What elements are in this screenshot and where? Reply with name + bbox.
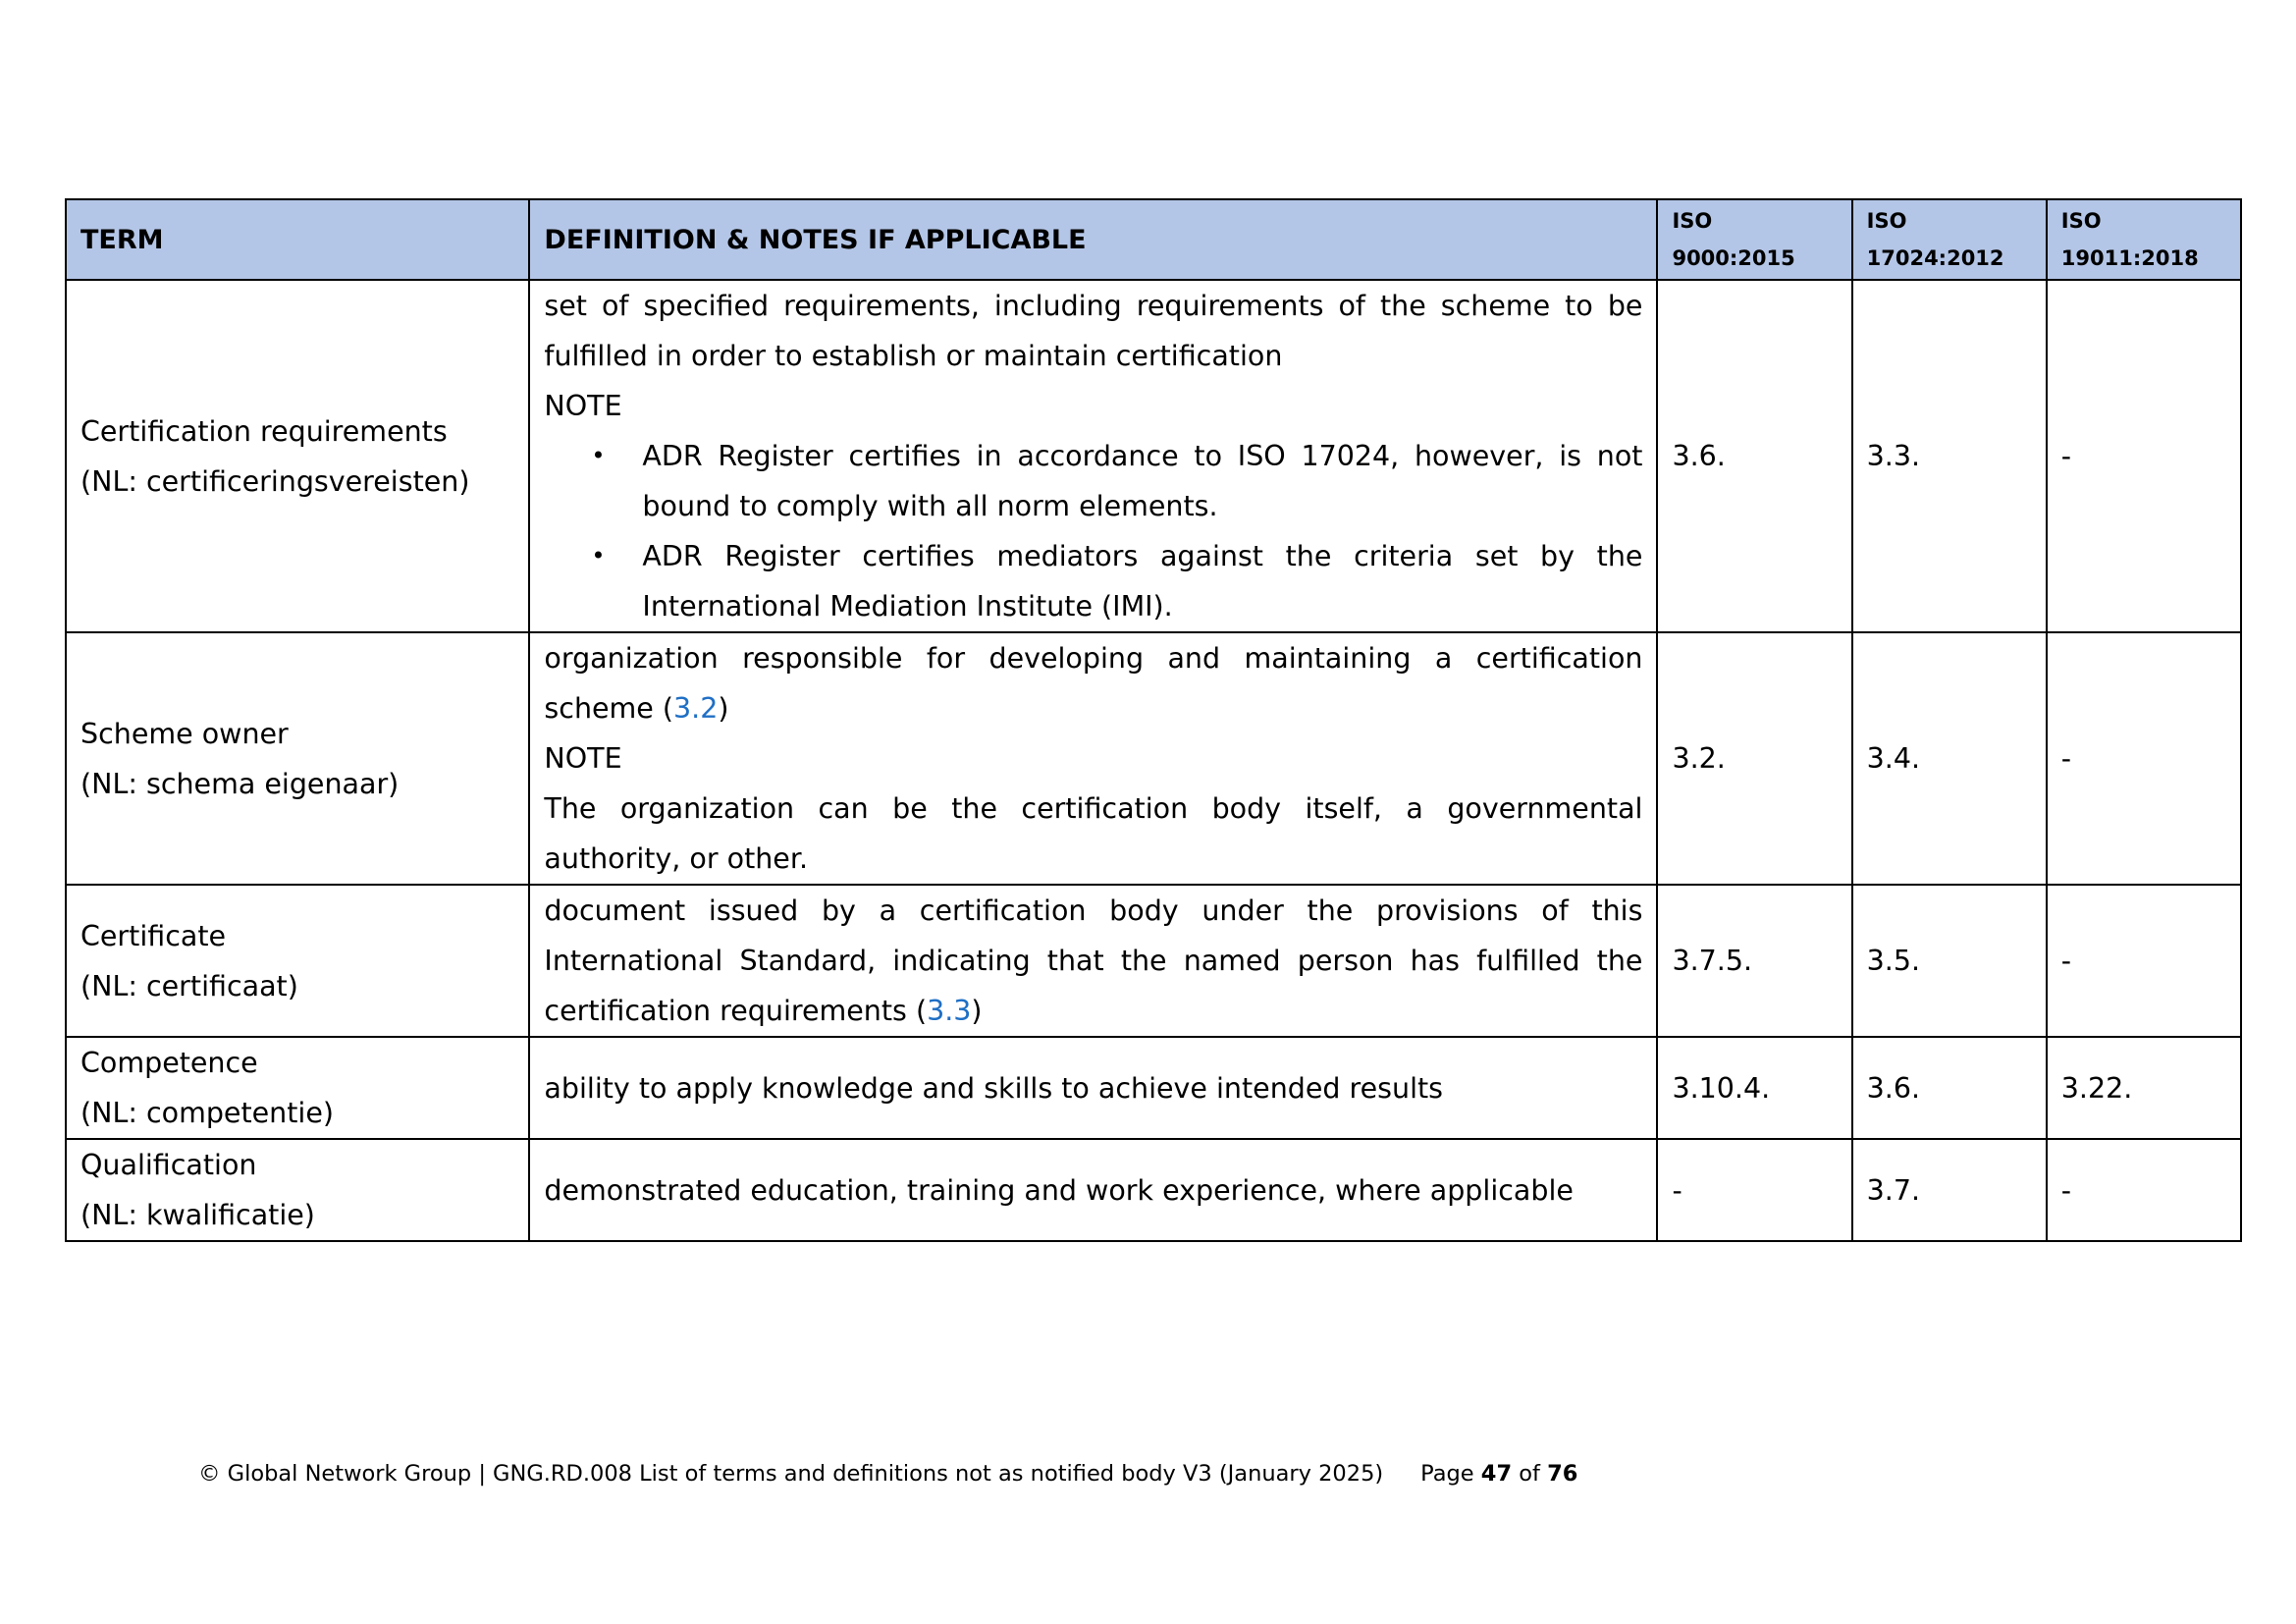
iso-19011-cell: -	[2047, 885, 2241, 1037]
note-label: NOTE	[544, 390, 622, 422]
term-nl: (NL: competentie)	[80, 1097, 334, 1129]
definition-cell	[529, 1139, 1657, 1241]
header-definition: DEFINITION & NOTES IF APPLICABLE	[529, 199, 1657, 280]
iso-17024-cell: 3.5.	[1852, 885, 2047, 1037]
definition-main: organization responsible for developing and maintaining a certification scheme	[544, 642, 1643, 725]
term-cell	[66, 1139, 529, 1241]
iso-9000-cell: 3.10.4.	[1657, 1037, 1851, 1139]
page-footer	[198, 1461, 1577, 1487]
definition-text: ability to apply knowledge and skills to achieve intended results	[544, 1071, 1444, 1105]
definition-cell	[529, 280, 1657, 632]
iso-17024-cell: 3.7.	[1852, 1139, 2047, 1241]
header-iso-19011-line1: ISO	[2060, 209, 2102, 233]
ref-link[interactable]: 3.2	[673, 692, 719, 725]
iso-19011-cell: -	[2047, 632, 2241, 885]
footer-text: © Global Network Group | GNG.RD.008 List of terms and definitions not as notified body V3 (January 2025)	[198, 1461, 1384, 1487]
iso-17024-cell: 3.6.	[1852, 1037, 2047, 1139]
header-iso-19011	[2047, 199, 2241, 280]
table-row	[66, 1037, 2241, 1139]
term-nl: (NL: kwalificatie)	[80, 1199, 315, 1231]
definition-main: document issued by a certification body under the provisions of this International Standard, indicating that the named person has fulfilled the certification requirements (	[544, 894, 1643, 1027]
paren-close: )	[971, 995, 983, 1027]
iso-17024-cell: 3.4.	[1852, 632, 2047, 885]
definition-text	[544, 633, 1642, 733]
table-row	[66, 632, 2241, 885]
iso-9000-cell: 3.6.	[1657, 280, 1851, 632]
term-name: Scheme owner	[80, 717, 289, 750]
definition-cell	[529, 632, 1657, 885]
table-header-row	[66, 199, 2241, 280]
iso-19011-cell: -	[2047, 280, 2241, 632]
bullet-icon: •	[591, 542, 606, 569]
page-label: Page	[1420, 1461, 1474, 1487]
iso-9000-cell: 3.2.	[1657, 632, 1851, 885]
list-item	[591, 531, 1643, 631]
header-term: TERM	[66, 199, 529, 280]
paren-open: (	[662, 692, 674, 725]
table-row	[66, 885, 2241, 1037]
term-cell	[66, 632, 529, 885]
header-iso-17024	[1852, 199, 2047, 280]
term-nl: (NL: certificaat)	[80, 969, 298, 1002]
definition-cell	[529, 1037, 1657, 1139]
definition-text: set of specified requirements, including requirements of the scheme to be fulfilled in order to establish or maintain certification	[544, 290, 1643, 372]
note-bullet-text: ADR Register certifies mediators against the criteria set by the International Mediation Institute (IMI).	[642, 540, 1643, 623]
note-text: The organization can be the certification body itself, a governmental authority, or other.	[544, 792, 1643, 875]
definition-text: demonstrated education, training and work experience, where applicable	[544, 1173, 1574, 1207]
bullet-icon: •	[591, 442, 606, 469]
header-iso-19011-line2: 19011:2018	[2060, 246, 2199, 270]
iso-9000-cell: 3.7.5.	[1657, 885, 1851, 1037]
table-row	[66, 280, 2241, 632]
header-iso-9000-line1: ISO	[1672, 209, 1713, 233]
paren-close: )	[718, 692, 729, 725]
page-current: 47	[1480, 1461, 1513, 1487]
definition-text	[544, 886, 1642, 1036]
ref-link[interactable]: 3.3	[927, 995, 972, 1027]
term-name: Competence	[80, 1047, 258, 1079]
iso-19011-cell: 3.22.	[2047, 1037, 2241, 1139]
term-name: Certification requirements	[80, 414, 448, 448]
term-name: Certificate	[80, 919, 227, 952]
definitions-table	[65, 198, 2242, 1242]
note-list	[544, 431, 1642, 631]
term-name: Qualification	[80, 1149, 257, 1181]
note-label: NOTE	[544, 742, 622, 775]
definition-cell	[529, 885, 1657, 1037]
note-bullet-text: ADR Register certifies in accordance to ISO 17024, however, is not bound to comply with all norm elements.	[642, 440, 1643, 522]
iso-9000-cell: -	[1657, 1139, 1851, 1241]
page-total: 76	[1547, 1461, 1578, 1487]
header-iso-17024-line1: ISO	[1866, 209, 1907, 233]
term-nl: (NL: certificeringsvereisten)	[80, 464, 470, 498]
term-cell	[66, 885, 529, 1037]
iso-19011-cell: -	[2047, 1139, 2241, 1241]
term-cell	[66, 1037, 529, 1139]
list-item	[591, 431, 1643, 531]
header-iso-17024-line2: 17024:2012	[1866, 246, 2004, 270]
iso-17024-cell: 3.3.	[1852, 280, 2047, 632]
page-of: of	[1519, 1461, 1540, 1487]
table-row	[66, 1139, 2241, 1241]
term-nl: (NL: schema eigenaar)	[80, 767, 400, 800]
header-iso-9000-line2: 9000:2015	[1672, 246, 1795, 270]
term-cell	[66, 280, 529, 632]
header-iso-9000	[1657, 199, 1851, 280]
